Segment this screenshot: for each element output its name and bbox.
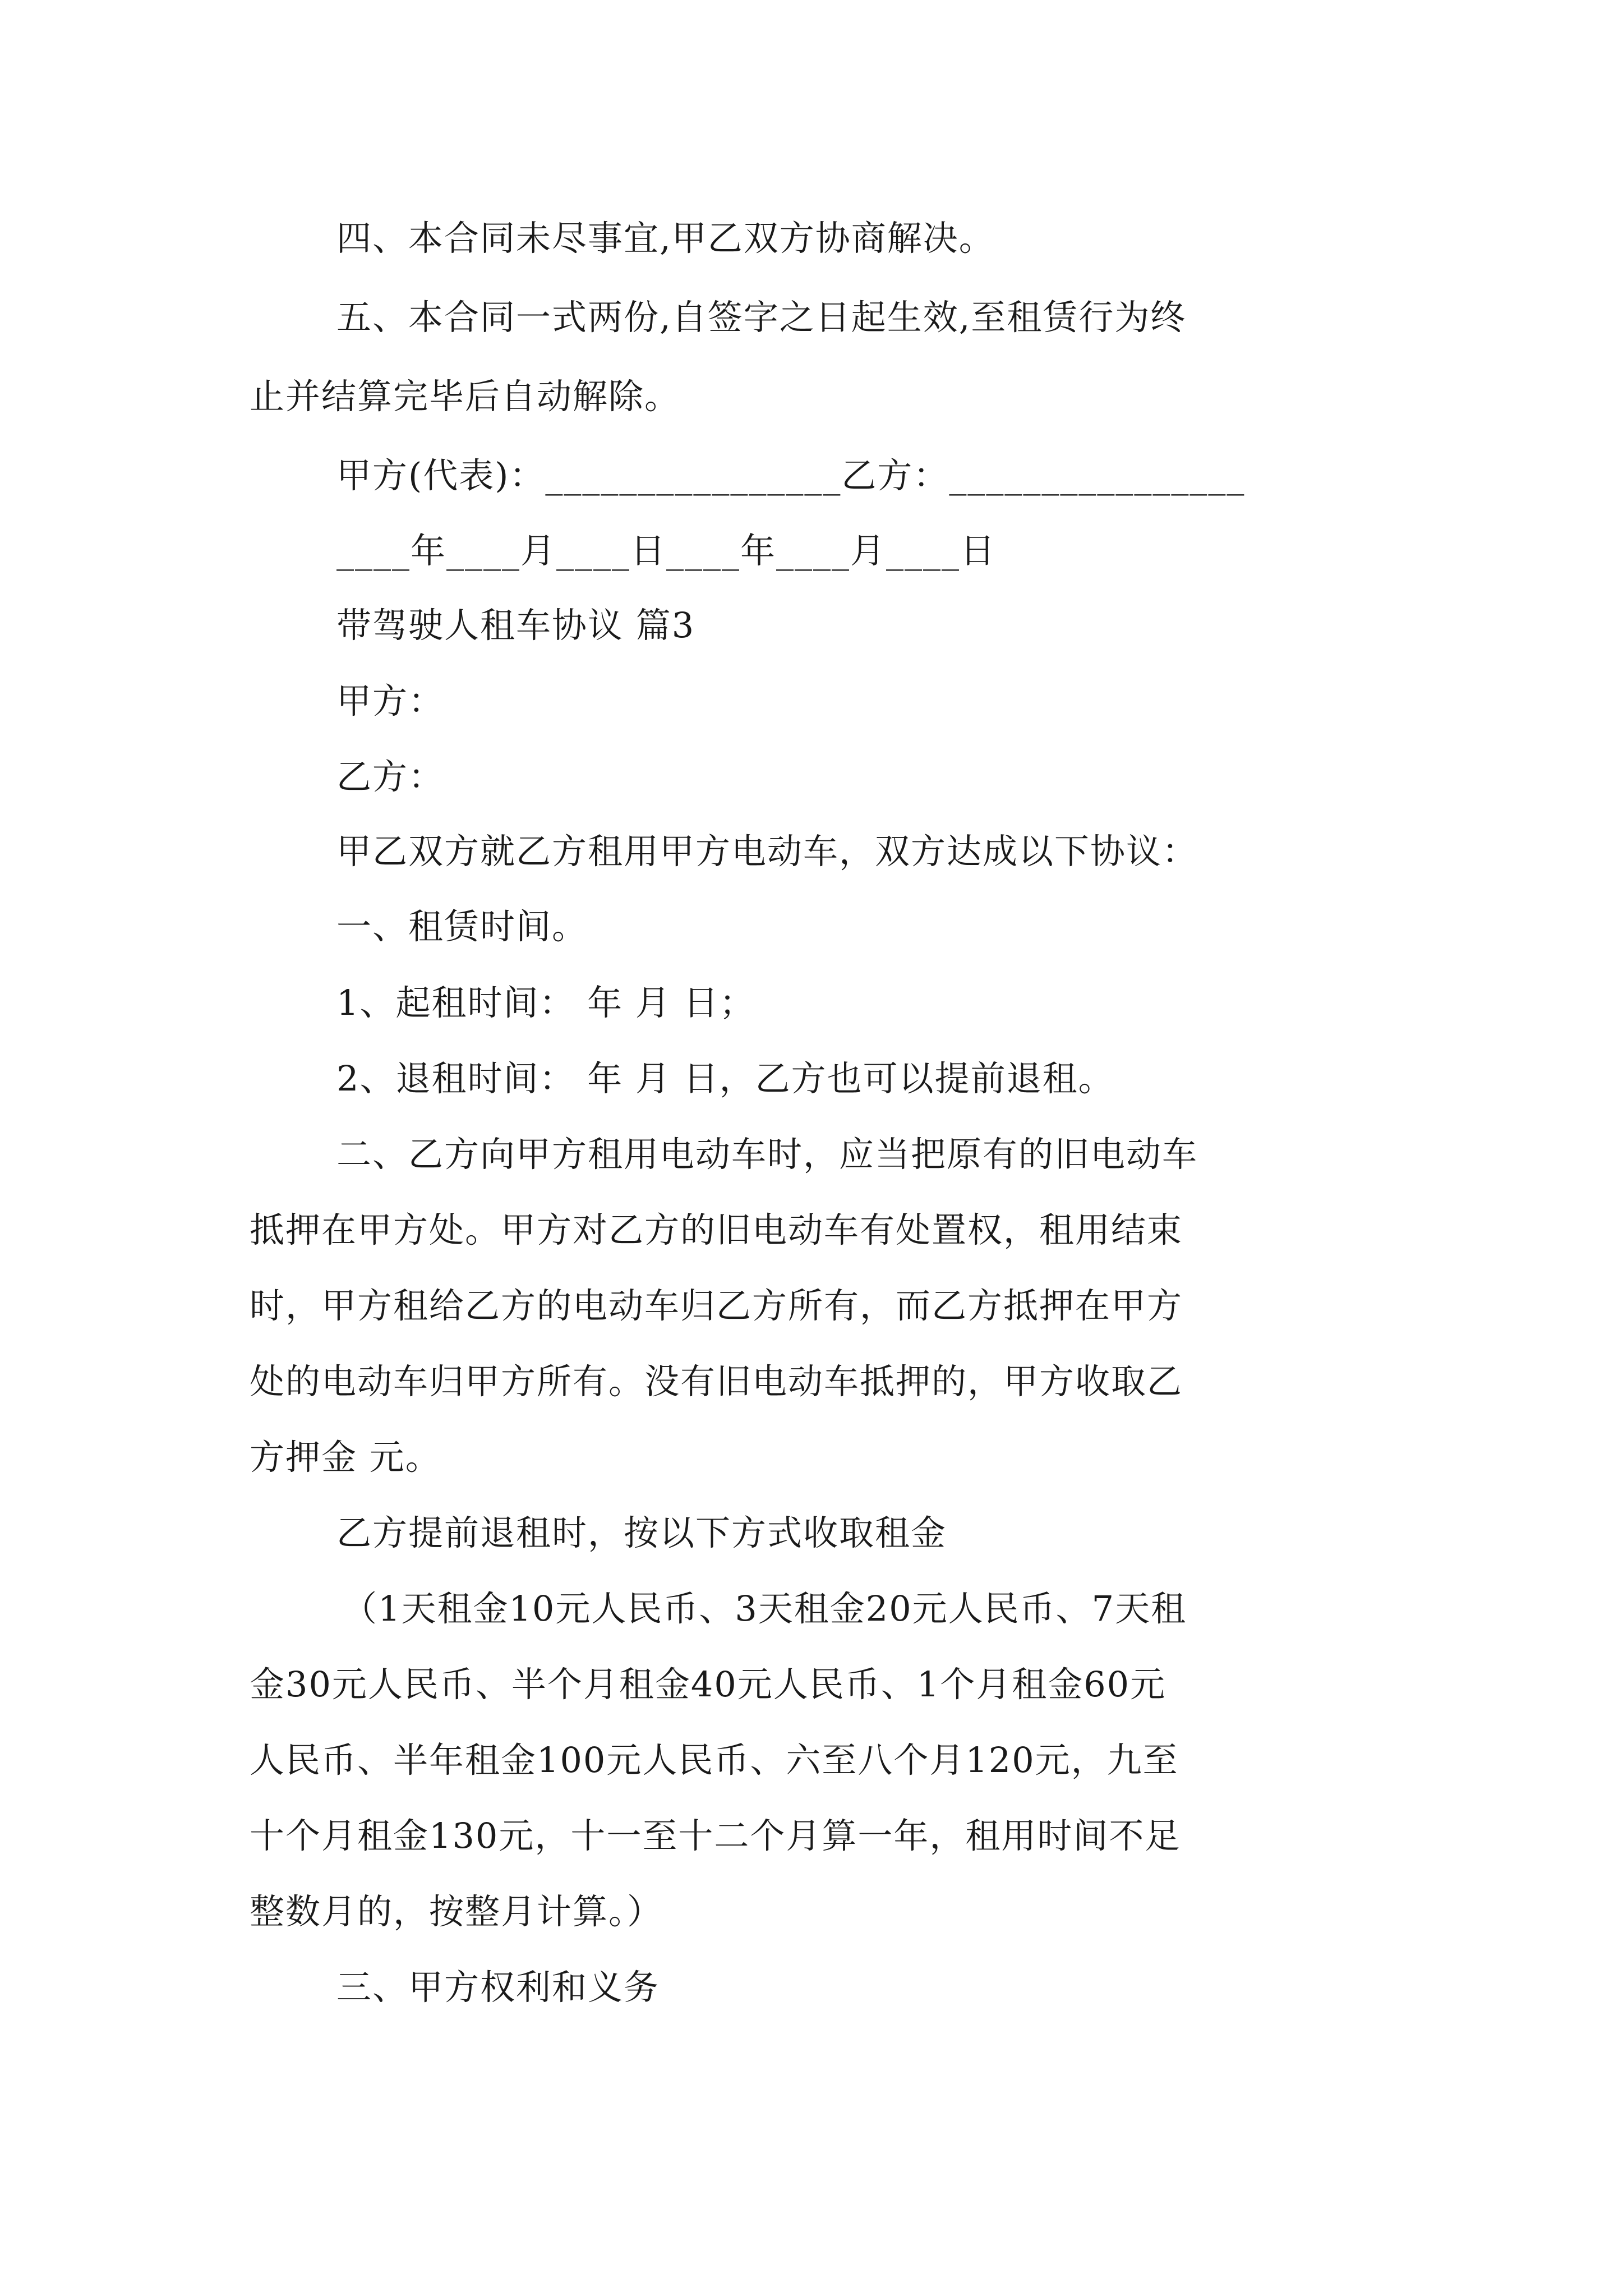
agreement-intro: 甲乙双方就乙方租用甲方电动车，双方达成以下协议： <box>336 831 1198 872</box>
signature-parties-line: 甲方(代表)：________________乙方：________________ <box>336 455 1246 496</box>
rent-schedule-line-4: 十个月租金130元，十一至十二个月算一年，租用时间不足 <box>250 1815 1181 1856</box>
clause-5-line-2: 止并结算完毕后自动解除。 <box>250 376 681 417</box>
clause-2-line-5: 方押金 元。 <box>250 1437 441 1478</box>
clause-3-heading: 三、甲方权利和义务 <box>336 1967 660 2008</box>
clause-1-heading: 一、租赁时间。 <box>336 906 588 947</box>
clause-2-line-4: 处的电动车归甲方所有。没有旧电动车抵押的，甲方收取乙 <box>250 1361 1183 1402</box>
clause-5-line-1: 五、本合同一式两份,自签字之日起生效,至租赁行为终 <box>336 297 1187 338</box>
party-b-label: 乙方： <box>336 756 445 797</box>
signature-date-line: ____年____月____日____年____月____日 <box>336 530 997 571</box>
rental-end-time: 2、退租时间： 年 月 日，乙方也可以提前退租。 <box>336 1058 1114 1099</box>
rental-start-time: 1、起租时间： 年 月 日； <box>336 982 755 1023</box>
party-a-label: 甲方： <box>336 680 445 721</box>
rent-schedule-line-1: （1天租金10元人民币、3天租金20元人民币、7天租 <box>342 1588 1187 1629</box>
rent-schedule-line-2: 金30元人民币、半个月租金40元人民币、1个月租金60元 <box>250 1664 1166 1705</box>
clause-4: 四、本合同未尽事宜,甲乙双方协商解决。 <box>336 218 995 259</box>
rent-schedule-line-5: 整数月的，按整月计算。） <box>250 1891 663 1932</box>
clause-2-line-1: 二、乙方向甲方租用电动车时，应当把原有的旧电动车 <box>336 1134 1198 1175</box>
early-return-rule: 乙方提前退租时，按以下方式收取租金 <box>336 1512 947 1553</box>
clause-2-line-2: 抵押在甲方处。甲方对乙方的旧电动车有处置权，租用结束 <box>250 1209 1183 1250</box>
rent-schedule-line-3: 人民币、半年租金100元人民币、六至八个月120元，九至 <box>250 1740 1179 1780</box>
clause-2-line-3: 时，甲方租给乙方的电动车归乙方所有，而乙方抵押在甲方 <box>250 1285 1183 1326</box>
section-title: 带驾驶人租车协议 篇3 <box>336 605 695 646</box>
